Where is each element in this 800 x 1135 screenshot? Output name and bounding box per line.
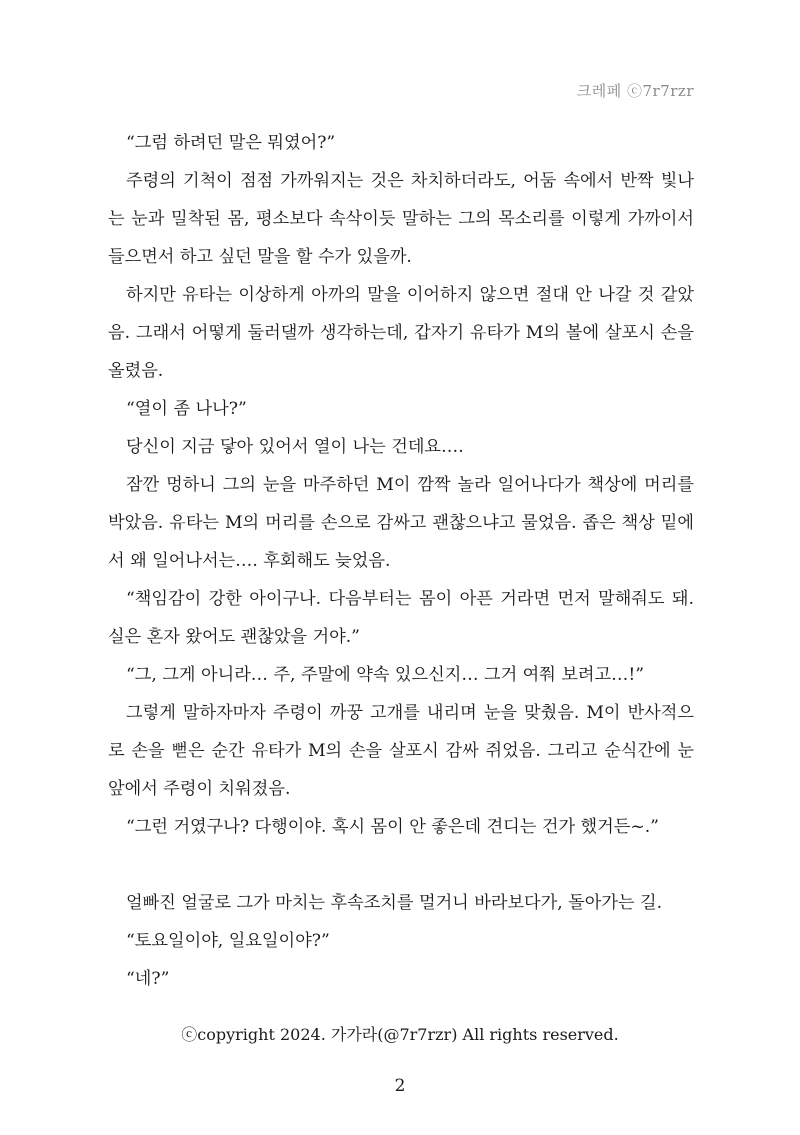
dialogue-paragraph: “그런 거였구나? 다행이야. 혹시 몸이 안 좋은데 견디는 건가 했거든~.” bbox=[126, 817, 659, 837]
dialogue-paragraph: “책임감이 강한 아이구나. 다음부터는 몸이 아픈 거라면 먼저 말해줘도 돼. 실은 혼자 왔어도 괜찮았을 거야.” bbox=[108, 589, 694, 647]
narration-paragraph: 그렇게 말하자마자 주령이 까꿍 고개를 내리며 눈을 맞췄음. M이 반사적으로 손을 뻗은 순간 유타가 M의 손을 살포시 감싸 쥐었음. 그리고 순식간에 눈앞에서 주령이 치워졌음. bbox=[108, 703, 694, 799]
narration-paragraph: 잠깐 멍하니 그의 눈을 마주하던 M이 깜짝 놀라 일어나다가 책상에 머리를 박았음. 유타는 M의 머리를 손으로 감싸고 괜찮으냐고 물었음. 좁은 책상 밑에서 왜 일어나서는…. 후회해도 늦었음. bbox=[108, 475, 694, 571]
narration-paragraph: 얼빠진 얼굴로 그가 마치는 후속조치를 멀거니 바라보다가, 돌아가는 길. bbox=[126, 893, 663, 913]
dialogue-paragraph: “그럼 하려던 말은 뭐였어?” bbox=[126, 133, 336, 153]
running-header: 크레페 ⓒ7r7rzr bbox=[576, 82, 694, 100]
narration-paragraph: 하지만 유타는 이상하게 아까의 말을 이어하지 않으면 절대 안 나갈 것 같았음. 그래서 어떻게 둘러댈까 생각하는데, 갑자기 유타가 M의 볼에 살포시 손을 올렸음. bbox=[108, 285, 694, 381]
dialogue-paragraph: “열이 좀 나나?” bbox=[126, 399, 247, 419]
story-body bbox=[108, 124, 694, 998]
copyright-notice: ⓒcopyright 2024. 가가라(@7r7rzr) All rights reserved. bbox=[181, 1025, 619, 1044]
dialogue-paragraph: “토요일이야, 일요일이야?” bbox=[126, 931, 330, 951]
page-number: 2 bbox=[394, 1076, 406, 1096]
dialogue-paragraph: “네?” bbox=[126, 969, 170, 989]
narration-paragraph: 당신이 지금 닿아 있어서 열이 나는 건데요…. bbox=[126, 437, 464, 457]
dialogue-paragraph: “그, 그게 아니라… 주, 주말에 약속 있으신지… 그거 여쭤 보려고…!” bbox=[126, 665, 645, 685]
scene-break bbox=[108, 846, 694, 884]
narration-paragraph: 주령의 기척이 점점 가까워지는 것은 차치하더라도, 어둠 속에서 반짝 빛나는 눈과 밀착된 몸, 평소보다 속삭이듯 말하는 그의 목소리를 이렇게 가까이서 들으면서 하고 싶던 말을 할 수가 있을까. bbox=[108, 171, 694, 267]
